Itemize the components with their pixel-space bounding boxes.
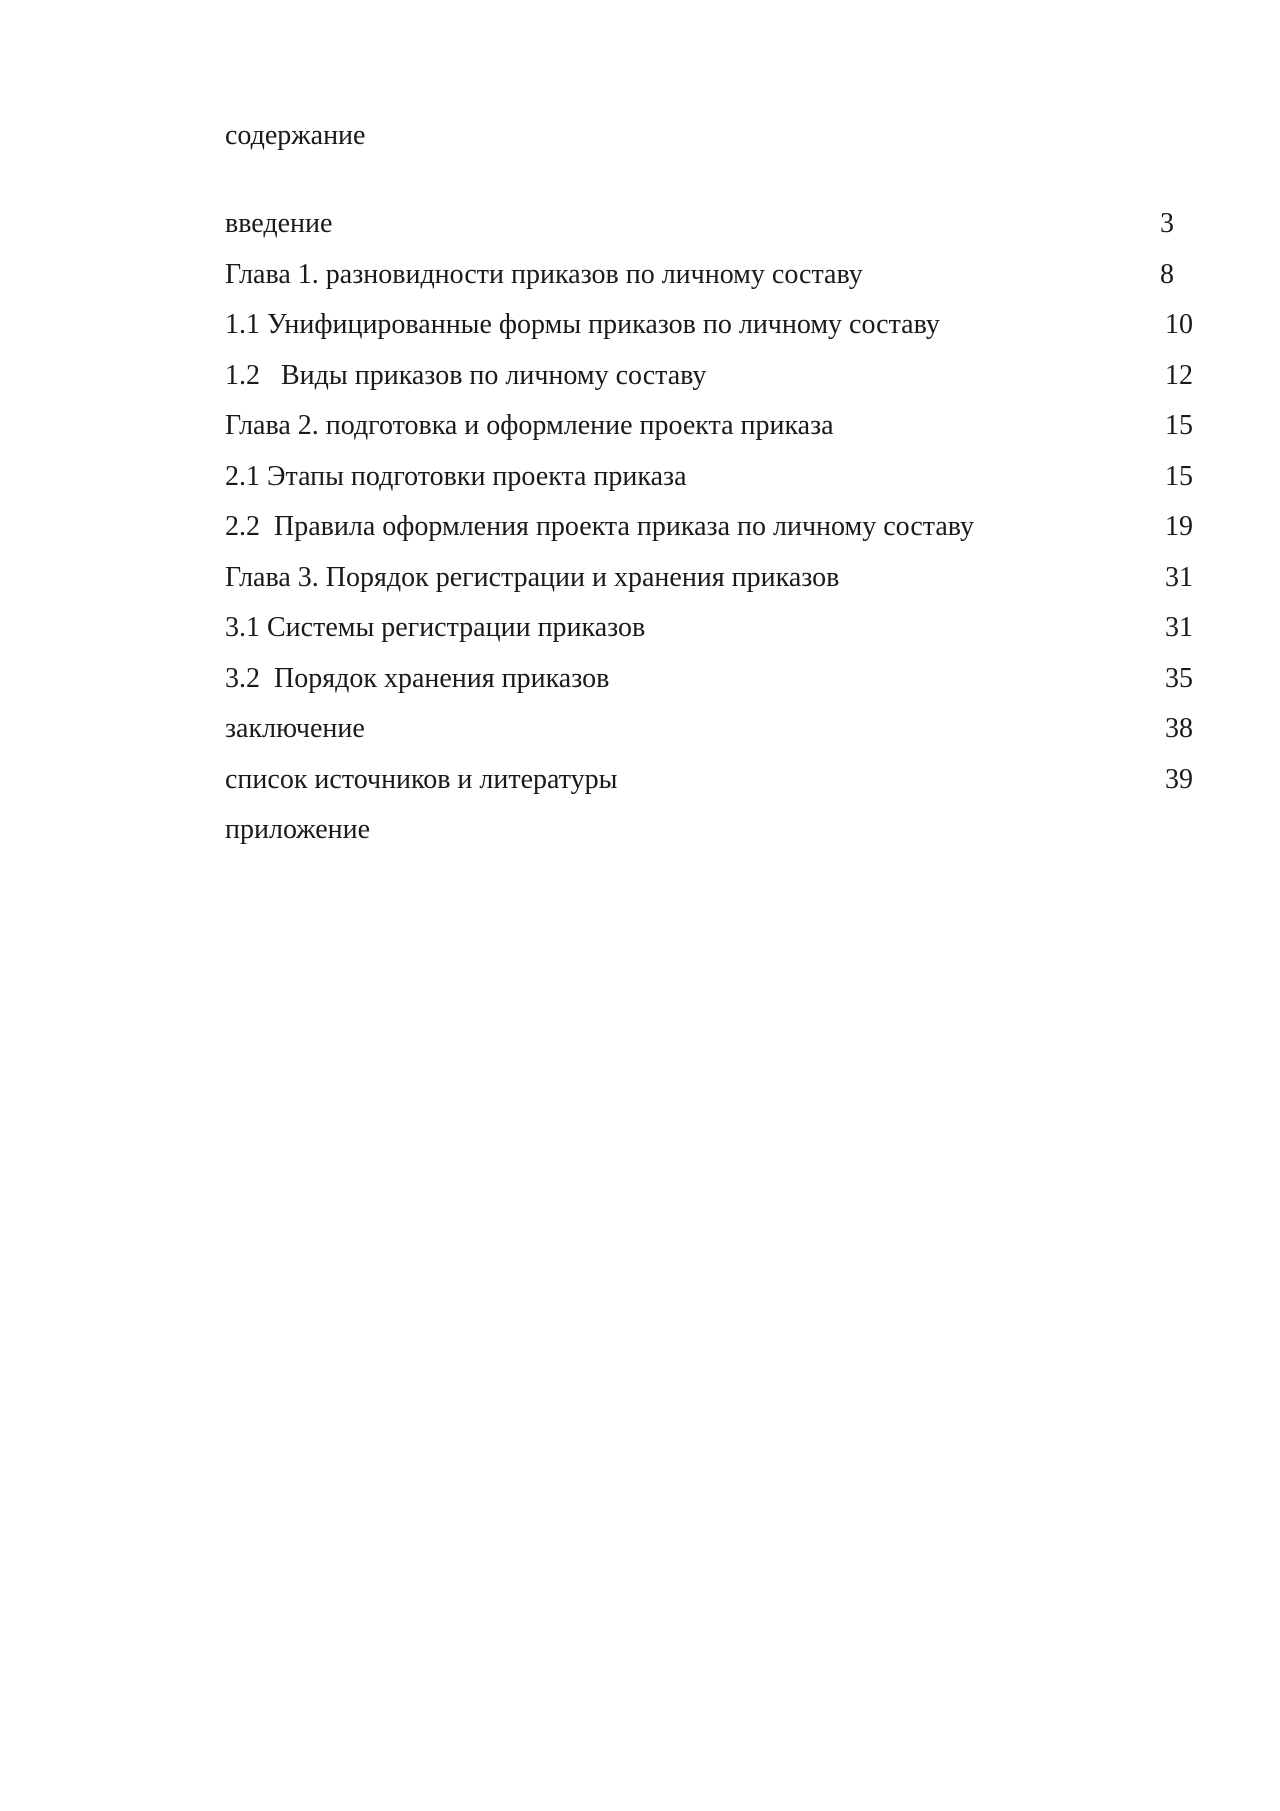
toc-list [225, 206, 1193, 863]
toc-entry-page-number: 15 [1165, 410, 1193, 441]
toc-entry-section-3-2 [225, 661, 1193, 712]
toc-entry-appendix [225, 812, 1193, 863]
toc-entry-label: 3.1 Системы регистрации приказов [225, 612, 646, 643]
toc-entry-page-number: 19 [1165, 511, 1193, 542]
toc-entry-label: Глава 2. подготовка и оформление проекта приказа [225, 410, 834, 441]
toc-heading: содержание [225, 120, 366, 151]
toc-entry-label: 3.2 Порядок хранения приказов [225, 662, 610, 694]
toc-entry-label: 2.2 Правила оформления проекта приказа по личному составу [225, 511, 975, 542]
toc-entry-conclusion [225, 711, 1193, 762]
toc-entry-chapter-2 [225, 408, 1193, 459]
toc-entry-introduction [225, 206, 1193, 257]
toc-entry-page-number: 35 [1165, 662, 1193, 694]
toc-entry-section-1-1 [225, 307, 1193, 358]
toc-entry-label: 1.2 Виды приказов по личному составу [225, 359, 707, 391]
toc-entry-label: заключение [225, 713, 365, 744]
toc-entry-label: приложение [225, 814, 371, 845]
toc-entry-section-2-1 [225, 459, 1193, 510]
toc-entry-page-number: 39 [1165, 763, 1193, 795]
toc-entry-section-1-2 [225, 358, 1193, 409]
toc-entry-page-number: 12 [1165, 359, 1193, 391]
toc-entry-label: Глава 3. Порядок регистрации и хранения приказов [225, 561, 840, 593]
toc-entry-label: 1.1 Унифицированные формы приказов по личному составу [225, 309, 940, 340]
toc-entry-label: Глава 1. разновидности приказов по личному составу [225, 258, 863, 290]
toc-entry-page-number: 31 [1165, 612, 1193, 643]
toc-entry-section-2-2 [225, 509, 1193, 560]
toc-entry-page-number: 10 [1165, 309, 1193, 340]
toc-entry-label: 2.1 Этапы подготовки проекта приказа [225, 460, 687, 492]
toc-entry-label: список источников и литературы [225, 763, 618, 795]
toc-entry-page-number: 38 [1165, 713, 1193, 744]
toc-entry-label: введение [225, 208, 333, 239]
toc-entry-page-number: 31 [1165, 561, 1193, 593]
toc-entry-page-number: 8 [1160, 258, 1174, 290]
toc-entry-references [225, 762, 1193, 813]
toc-entry-section-3-1 [225, 610, 1193, 661]
toc-entry-chapter-3 [225, 560, 1193, 611]
toc-entry-page-number: 3 [1160, 208, 1174, 239]
toc-entry-page-number: 15 [1165, 460, 1193, 492]
toc-entry-chapter-1 [225, 257, 1193, 308]
